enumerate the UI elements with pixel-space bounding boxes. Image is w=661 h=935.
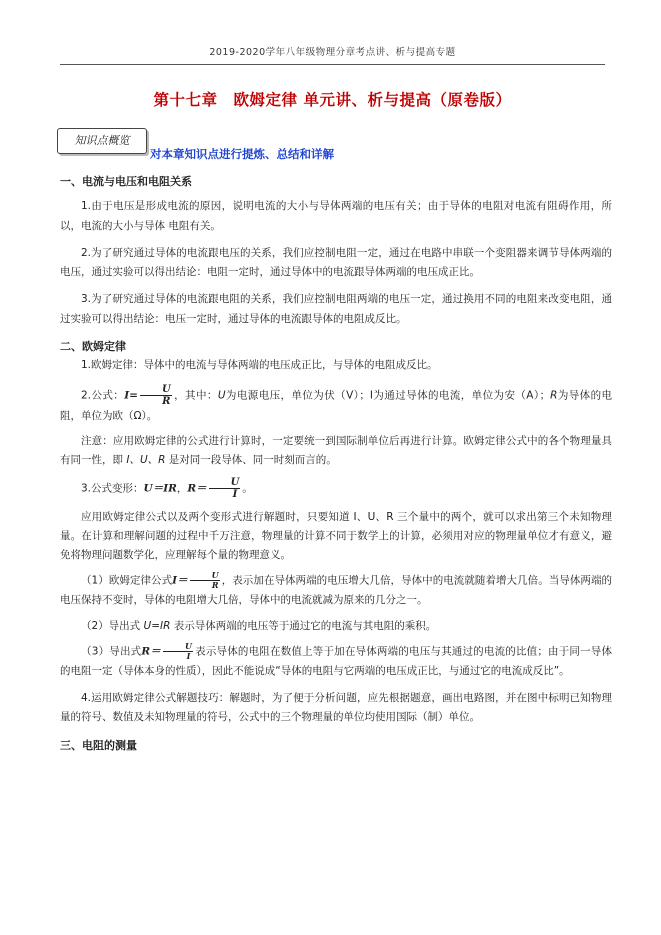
formula-fraction: $\frac{U}{I}$ bbox=[163, 642, 193, 661]
section-heading-resistance-measurement: 三、电阻的测量 bbox=[60, 738, 137, 752]
paragraph: 3.为了研究通过导体的电流跟电阻的关系，我们应控制电阻两端的电压一定，通过换用不同的电阻来改变电阻，通过实验可以得出结论：电压一定时，通过导体的电流跟导体的电阻成反比。 bbox=[60, 293, 612, 325]
list-item: （2）导出式 U=IR 表示导体两端的电压等于通过它的电流与其电阻的乘积。 bbox=[81, 619, 437, 632]
formula-lhs: I bbox=[124, 389, 130, 402]
formula-equals: = bbox=[129, 389, 138, 402]
document-body bbox=[60, 172, 612, 755]
list-item: （1）欧姆定律公式I＝ $\frac{U}{R}$ ，表示加在导体两端的电压增大几倍，导体中的电流就随着增大几倍。当导体两端的电压保持不变时，导体的电阻增大几倍，导体中的电流就减为原来的几分之一。 bbox=[60, 570, 612, 607]
paragraph: 4.运用欧姆定律公式解题技巧：解题时，为了便于分析问题，应先根据题意，画出电路图，并在图中标明已知物理量的符号、数值及未知物理量的符号，公式中的三个物理量的单位均使用国际（制）单位。 bbox=[60, 691, 612, 724]
formula-fraction: $\frac{U}{R}$ bbox=[190, 571, 220, 590]
formula-paragraph: 2.公式：I= $\frac{U}{R}$ ，其中：U为电源电压，单位为伏（V）；I为通过导体的电流，单位为安（A）；R为导体的电阻，单位为欧（Ω）。 bbox=[60, 383, 613, 422]
paragraph: 应用欧姆定律公式以及两个变形式进行解题时，只要知道 I、U、R 三个量中的两个，就可以求出第三个未知物理量。在计算和理解问题的过程中千万注意，物理量的计算不同于数学上的计算，必须用对应的物理量单位才有意义，避免将物理问题数学化，应理解每个量的物理意义。 bbox=[60, 510, 612, 562]
formula-r-lhs: R＝ bbox=[187, 482, 207, 495]
page-title: 第十七章 欧姆定律 单元讲、析与提高（原卷版） bbox=[153, 91, 512, 109]
paragraph: 1.由于电压是形成电流的原因，说明电流的大小与导体两端的电压有关；由于导体的电阻对电流有阻碍作用，所以，电流的大小与导体 电阻有关。 bbox=[60, 200, 612, 232]
formula-label: 2.公式： bbox=[81, 389, 125, 402]
header-text: 2019-2020学年八年级物理分章考点讲、析与提高专题 bbox=[209, 47, 456, 58]
page-header bbox=[60, 0, 605, 65]
section-subtitle: 对本章知识点进行提炼、总结和详解 bbox=[150, 147, 334, 161]
knowledge-overview-badge: 知识点概览 bbox=[57, 128, 147, 154]
formula-fraction: $\frac{U}{I}$ bbox=[209, 477, 241, 500]
section-heading-ohms-law: 二、欧姆定律 bbox=[60, 340, 126, 354]
paragraph: 2.为了研究通过导体的电流跟电压的关系，我们应控制电阻一定，通过在电路中串联一个变阻器来调节导体两端的电压，通过实验可以得出结论：电阻一定时，通过导体中的电流跟导体两端的电压成正比。 bbox=[60, 246, 612, 279]
formula-fraction: $\frac{U}{R}$ bbox=[140, 384, 172, 407]
paragraph: 1.欧姆定律：导体中的电流与导体两端的电压成正比，与导体的电阻成反比。 bbox=[81, 359, 438, 372]
note-paragraph: 注意：应用欧姆定律的公式进行计算时，一定要统一到国际制单位后再进行计算。欧姆定律公式中的各个物理量具有同一性，即 I、U、R 是对同一段导体、同一时刻而言的。 bbox=[60, 434, 612, 467]
formula-u-ir: U＝IR bbox=[143, 482, 177, 495]
list-item: （3）导出式R＝ $\frac{U}{I}$ 表示导体的电阻在数值上等于加在导体两端的电压与其通过的电流的比值；由于同一导体的电阻一定（导体本身的性质），因此不能说成“导体的电阻与它两端的电压成正比，与通过它的电流成反比”。 bbox=[60, 640, 612, 677]
section-heading-current-voltage-resistance: 一、电流与电压和电阻关系 bbox=[60, 175, 192, 188]
formula-transform-paragraph: 3.公式变形：U＝IR，R＝ $\frac{U}{I}$ 。 bbox=[81, 476, 253, 500]
